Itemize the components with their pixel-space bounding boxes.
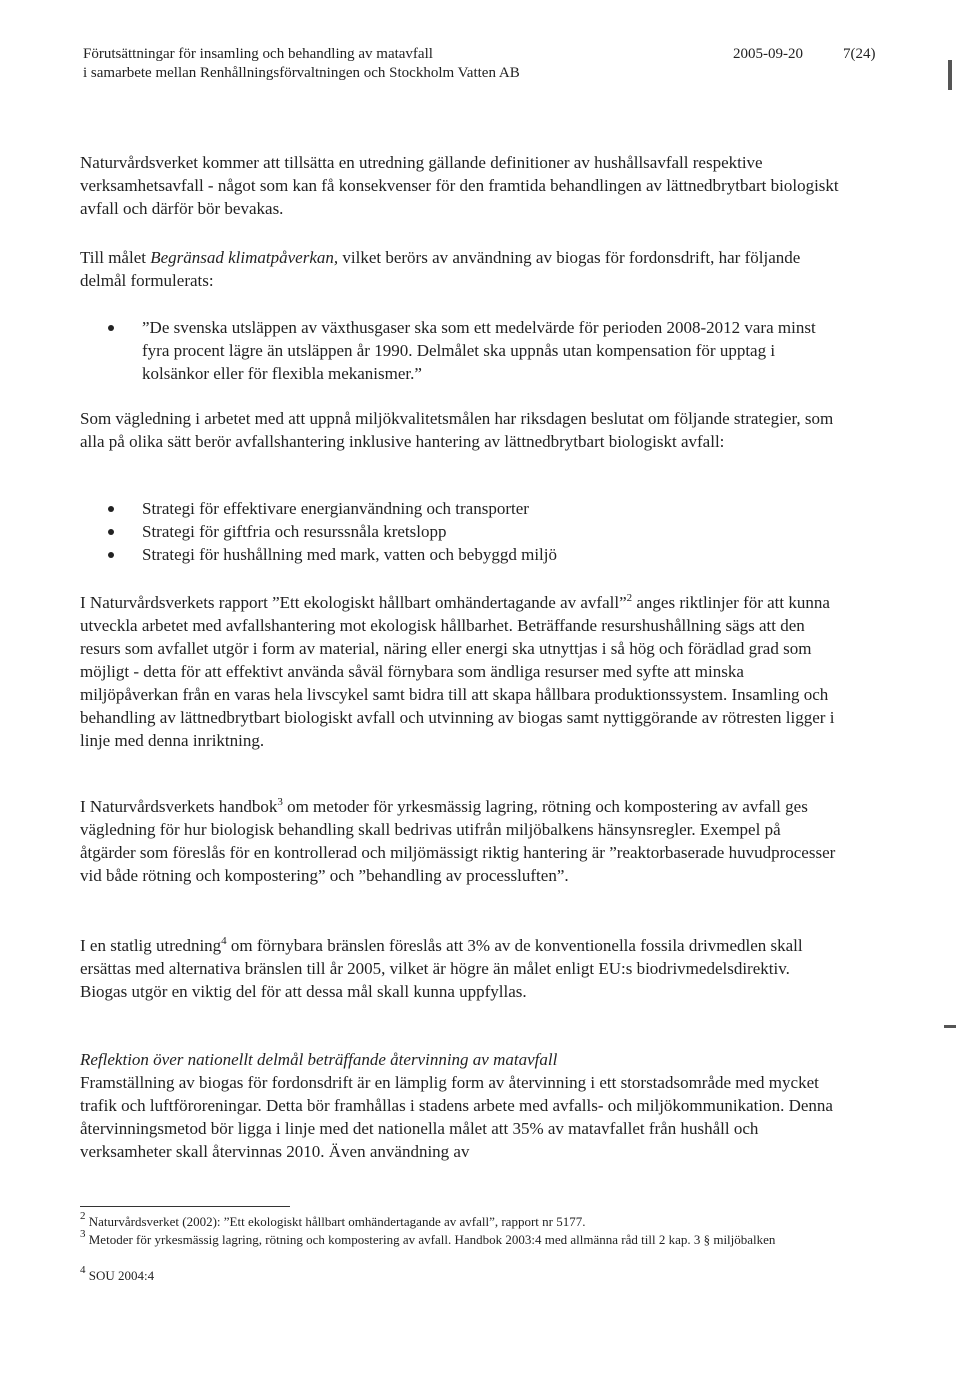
bullet-icon [108,506,114,512]
document-page: Förutsättningar för insamling och behandling av matavfall i samarbete mellan Renhållningsförvaltningen och Stockholm Vatten AB 2005-09-20 7(24) Naturvårdsverket kommer att tillsätta en utredning gällande definitioner av hushållsavfall respektive verksamhetsavfall - något som kan få konsekvenser för den framtida behandlingen av lättnedbrytbart biologiskt avfall och därför bör bevakas. Till målet Begränsad klimatpåverkan, vilket berörs av användning av biogas för fordonsdrift, har följande delmål formulerats: ”De svenska utsläppen av växthusgaser ska som ett medelvärde för perioden 2008-2012 vara minst fyra procent lägre än utsläppen år 1990. Delmålet ska uppnås utan kompensation för upptag i kolsänkor eller för flexibla mekanismer.” Som vägledning i arbetet med att uppnå miljökvalitetsmålen har riksdagen beslutat om följande strategier, som alla på olika sätt berör avfallshantering inklusive hantering av lättnedbrytbart biologiskt avfall: Strategi för effektivare energianvändning och transporter Strategi för giftfria och resurssnåla kretslopp Strategi för hushållning med mark, vatten och bebyggd miljö I Naturvårdsverkets rapport ”Ett ekologiskt hållbart omhändertagande av avfall”$^2$ anges riktlinjer för att kunna utveckla arbetet med avfallshantering mot ekologisk hållbarhet. Beträffande resurshushållning sägs att den resurs som avfallet utgör i form av material, näring eller energi ska utnyttjas i så hög och förädlad grad som möjligt - detta för att effektivt använda såväl förnybara som ändliga resurser med syfte att minska miljöpåverkan från en varas hela livscykel samt bidra till att skapa hållbara produktionssystem. Insamling och behandling av lättnedbrytbart biologiskt avfall och utvinning av biogas samt nyttiggörande av rötresten ligger i linje med denna inriktning. I Naturvårdsverkets handbok$^3$ om metoder för yrkesmässig lagring, rötning och kompostering av avfall ges vägledning för hur biologisk behandling skall bedrivas utifrån miljöbalkens hänsynsregler. Exempel på åtgärder som föreslås för en kontrollerad och miljömässigt riktig hantering är ”reaktorbaserade huvudprocesser vid både rötning och kompostering” och ”behandling av processluften”. I en statlig utredning$^4$ om förnybara bränslen föreslås att 3% av de konventionella fossila drivmedlen skall ersättas med alternativa bränslen till år 2005, vilket är högre än målet enligt EU:s biodrivmedelsdirektiv. Biogas utgör en viktig del för att dessa mål skall kunna uppfyllas. Reflektion över nationellt delmål beträffande återvinning av matavfall Framställning av biogas för fordonsdrift är en lämplig form av återvinning i ett storstadsområde med mycket trafik och luftföroreningar. Detta bör framhållas i stadens arbete med avfalls- och miljökommunikation. Denna återvinningsmetod bör ligga i linje med det nationella målet att 35% av matavfallet från hushåll och verksamheter skall återvinnas 2010. Även användning av $^2$ Naturvårdsverket (2002): ”Ett ekologiskt hållbart omhändertagande av avfall”, rapport nr 5177. $^3$ Metoder för yrkesmässig lagring, rötning och kompostering av avfall. Handbok 2003:4 med allmänna råd till 2 kap. 3 § miljöbalken $^4$ SOU 2004:4 [0,0,960,1381]
header-title-line-2: i samarbete mellan Renhållningsförvaltningen och Stockholm Vatten AB [83,65,520,81]
scan-edge-mark [948,60,952,90]
paragraph-definitions: Naturvårdsverket kommer att tillsätta en utredning gällande definitioner av hushållsavfall respektive verksamhetsavfall - något som kan få konsekvenser för den framtida behandlingen av lättnedbrytbart biologiskt avfall och därför bör bevakas. [80,153,839,218]
header-page-number: 7(24) [843,46,876,62]
footnote-2: $^2$ Naturvårdsverket (2002): ”Ett ekologiskt hållbart omhändertagande av avfall”, rapport nr 5177. [80,1210,586,1229]
paragraph-state-inquiry: I en statlig utredning$^4$ om förnybara bränslen föreslås att 3% av de konventionella fossila drivmedlen skall ersättas med alternativa bränslen till år 2005, vilket är högre än målet enligt EU:s biodrivmedelsdirektiv. Biogas utgör en viktig del för att dessa mål skall kunna uppfyllas. [80,935,803,1001]
paragraph-report: I Naturvårdsverkets rapport ”Ett ekologiskt hållbart omhändertagande av avfall”$^2$ anges riktlinjer för att kunna utveckla arbetet med avfallshantering mot ekologisk hållbarhet. Beträffande resurshushållning sägs att den resurs som avfallet utgör i form av material, näring eller energi ska utnyttjas i så hög och förädlad grad som möjligt - detta för att effektivt använda såväl förnybara som ändliga resurser med syfte att minska miljöpåverkan från en varas hela livscykel samt bidra till att skapa hållbara produktionssystem. Insamling och behandling av lättnedbrytbart biologiskt avfall och utvinning av biogas samt nyttiggörande av rötresten ligger i linje med denna inriktning. [80,592,835,750]
paragraph-strategies-intro: Som vägledning i arbetet med att uppnå miljökvalitetsmålen har riksdagen beslutat om följande strategier, som alla på olika sätt berör avfallshantering inklusive hantering av lättnedbrytbart biologiskt avfall: [80,409,834,451]
footnote-ref-3[interactable]: 3 [277,796,283,808]
header-date: 2005-09-20 [733,46,803,62]
paragraph-reflection: Framställning av biogas för fordonsdrift är en lämplig form av återvinning i ett storstadsområde med mycket trafik och luftföroreningar. Detta bör framhållas i stadens arbete med avfalls- och miljökommunikation. Denna återvinningsmetod bör ligga i linje med det nationella målet att 35% av matavfallet från hushåll och verksamheter skall återvinnas 2010. Även användning av [80,1073,833,1161]
header-title-line-1: Förutsättningar för insamling och behandling av matavfall [83,46,433,62]
bullet-icon [108,552,114,558]
footnote-divider [80,1206,290,1207]
goal-name: Begränsad klimatpåverkan, [150,248,339,267]
footnote-ref-2[interactable]: 2 [626,592,633,604]
paragraph-handbook: I Naturvårdsverkets handbok$^3$ om metoder för yrkesmässig lagring, rötning och kompostering av avfall ges vägledning för hur biologisk behandling skall bedrivas utifrån miljöbalkens hänsynsregler. Exempel på åtgärder som föreslås för en kontrollerad och miljömässigt riktig hantering är ”reaktorbaserade huvudprocesser vid både rötning och kompostering” och ”behandling av processluften”. [80,796,836,885]
quote-text: ”De svenska utsläppen av växthusgaser ska som ett medelvärde för perioden 2008-2012 vara minst fyra procent lägre än utsläppen år 1990. Delmålet ska uppnås utan kompensation för upptag i kolsänkor eller för flexibla mekanismer.” [142,318,816,383]
paragraph-climate-goal: Till målet Begränsad klimatpåverkan, vilket berörs av användning av biogas för fordonsdrift, har följande delmål formulerats: [80,248,801,290]
running-header [83,45,520,83]
footnote-3: $^3$ Metoder för yrkesmässig lagring, rötning och kompostering av avfall. Handbok 2003:4 med allmänna råd till 2 kap. 3 § miljöbalken [80,1228,776,1247]
footnote-ref-4[interactable]: 4 [221,935,227,947]
scan-edge-mark [944,1025,956,1028]
bullet-icon [108,325,114,331]
section-heading: Reflektion över nationellt delmål beträffande återvinning av matavfall [80,1050,558,1069]
bullet-icon [108,529,114,535]
footnote-4: $^4$ SOU 2004:4 [80,1264,155,1283]
